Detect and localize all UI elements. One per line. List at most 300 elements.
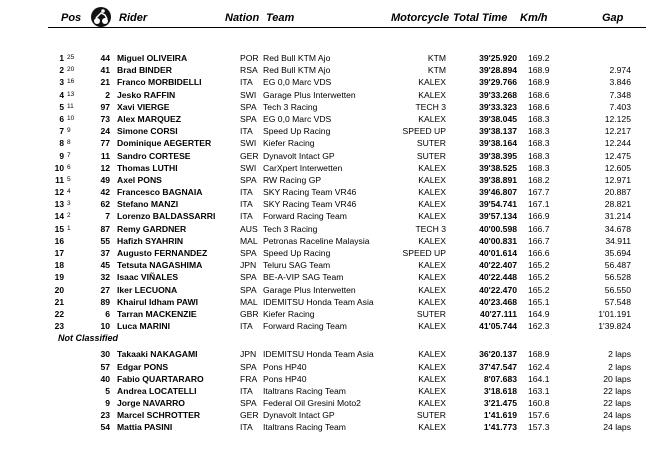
cell-team: RW Racing GP: [263, 174, 322, 185]
cell-nat: SPA: [240, 284, 257, 295]
cell-kmh: 163.1: [528, 385, 550, 396]
cell-gap: 3.846: [609, 77, 631, 88]
cell-rider: Xavi VIERGE: [117, 101, 170, 112]
cell-nat: JPN: [240, 349, 257, 360]
cell-pos: 7: [59, 126, 64, 137]
cell-nat: SPA: [240, 101, 257, 112]
cell-moto: KALEX: [418, 296, 446, 307]
cell-nat: ITA: [240, 77, 253, 88]
cell-moto: KALEX: [418, 385, 446, 396]
table-row: [0, 348, 650, 360]
cell-nat: ITA: [240, 199, 253, 210]
cell-team: Petronas Raceline Malaysia: [263, 235, 370, 246]
cell-gap: 12.475: [604, 150, 631, 161]
cell-rider: Brad BINDER: [117, 65, 172, 76]
table-row: [0, 150, 650, 162]
cell-time: 39'29.766: [479, 77, 517, 88]
table-row: [0, 421, 650, 433]
cell-num: 5: [105, 385, 110, 396]
table-row: [0, 162, 650, 174]
cell-team: Dynavolt Intact GP: [263, 410, 335, 421]
cell-nat: SPA: [240, 174, 257, 185]
cell-time: 40'00.831: [479, 235, 517, 246]
cell-time: 39'25.920: [479, 53, 517, 63]
cell-team: Teluru SAG Team: [263, 260, 331, 271]
cell-num: 10: [100, 321, 110, 332]
not-classified-section: [0, 332, 650, 348]
cell-num: 30: [100, 349, 110, 360]
cell-time: 39'33.268: [479, 89, 517, 100]
cell-pos: 12: [54, 187, 64, 198]
cell-moto: KALEX: [418, 373, 446, 384]
cell-gap: 2 laps: [608, 349, 631, 360]
cell-num: 57: [100, 361, 110, 372]
cell-gap: 2.974: [609, 65, 631, 76]
cell-gap: 56.528: [604, 272, 631, 283]
cell-moto: KALEX: [418, 199, 446, 210]
cell-rider: Hafizh SYAHRIN: [117, 235, 184, 246]
cell-num: 87: [100, 223, 110, 234]
cell-kmh: 166.6: [528, 248, 550, 258]
cell-moto: SUTER: [416, 138, 446, 149]
cell-gap: 12.244: [604, 138, 631, 149]
cell-time: 40'27.111: [480, 308, 517, 319]
cell-pts: 3: [67, 200, 71, 208]
cell-moto: KALEX: [418, 260, 446, 271]
cell-kmh: 168.3: [528, 126, 550, 137]
cell-rider: Tetsuta NAGASHIMA: [117, 260, 203, 271]
cell-moto: KALEX: [418, 321, 446, 332]
cell-gap: 28.821: [604, 199, 631, 210]
cell-pos: 3: [59, 77, 64, 88]
cell-moto: KALEX: [418, 361, 446, 372]
cell-pts: 8: [67, 139, 71, 147]
cell-team: Pons HP40: [263, 361, 307, 372]
cell-kmh: 168.9: [528, 349, 550, 360]
cell-moto: KALEX: [418, 77, 446, 88]
cell-gap: 24 laps: [603, 422, 631, 433]
cell-nat: MAL: [240, 235, 258, 246]
cell-num: 73: [100, 113, 110, 124]
cell-moto: KTM: [427, 53, 446, 63]
cell-rider: Remy GARDNER: [117, 223, 187, 234]
cell-nat: GBR: [240, 308, 259, 319]
cell-pos: 2: [59, 65, 64, 76]
cell-moto: SUTER: [416, 410, 446, 421]
cell-kmh: 168.9: [528, 77, 550, 88]
cell-nat: POR: [240, 53, 259, 63]
cell-moto: TECH 3: [415, 223, 446, 234]
cell-rider: Francesco BAGNAIA: [117, 187, 203, 198]
cell-time: 39'38.525: [479, 162, 517, 173]
cell-num: 97: [100, 101, 110, 112]
cell-kmh: 166.7: [528, 235, 550, 246]
cell-team: Red Bull KTM Ajo: [263, 53, 331, 63]
table-row: [0, 235, 650, 247]
cell-kmh: 168.3: [528, 138, 550, 149]
cell-team: Tech 3 Racing: [263, 101, 318, 112]
header-nation: Nation: [225, 12, 260, 24]
cell-gap: 12.605: [604, 162, 631, 173]
cell-rider: Luca MARINI: [117, 321, 170, 332]
cell-pos: 21: [54, 296, 64, 307]
table-row: [0, 210, 650, 222]
cell-nat: ITA: [240, 385, 253, 396]
cell-pos: 19: [54, 272, 64, 283]
cell-time: 39'57.134: [479, 211, 517, 222]
cell-kmh: 165.2: [528, 284, 550, 295]
cell-rider: Khairul Idham PAWI: [117, 296, 199, 307]
cell-rider: Takaaki NAKAGAMI: [117, 349, 198, 360]
cell-nat: FRA: [240, 373, 258, 384]
cell-moto: KALEX: [418, 272, 446, 283]
cell-time: 39'38.891: [479, 174, 517, 185]
cell-nat: SPA: [240, 272, 257, 283]
cell-nat: RSA: [240, 65, 258, 76]
cell-rider: Stefano MANZI: [117, 199, 179, 210]
cell-nat: SWI: [240, 89, 257, 100]
cell-gap: 34.678: [604, 223, 631, 234]
cell-num: 9: [105, 398, 110, 409]
cell-gap: 57.548: [604, 296, 631, 307]
cell-pos: 13: [54, 199, 64, 210]
cell-rider: Iker LECUONA: [117, 284, 178, 295]
cell-team: CarXpert Interwetten: [263, 162, 343, 173]
cell-kmh: 164.9: [528, 308, 550, 319]
cell-num: 42: [100, 187, 110, 198]
cell-kmh: 168.6: [528, 89, 550, 100]
cell-nat: ITA: [240, 211, 253, 222]
cell-num: 89: [100, 296, 110, 307]
table-row: [0, 373, 650, 385]
cell-moto: KALEX: [418, 211, 446, 222]
cell-gap: 1'39.824: [598, 321, 631, 332]
cell-team: SKY Racing Team VR46: [263, 199, 357, 210]
cell-rider: Marcel SCHROTTER: [117, 410, 201, 421]
cell-pts: 7: [67, 151, 71, 159]
cell-pos: 15: [54, 223, 64, 234]
cell-nat: SPA: [240, 113, 257, 124]
not-classified-label: Not Classified: [58, 333, 119, 344]
cell-num: 7: [105, 211, 110, 222]
cell-moto: SUTER: [416, 150, 446, 161]
cell-time: 41'05.744: [479, 321, 517, 332]
cell-gap: 12.971: [604, 174, 631, 185]
cell-gap: 31.214: [604, 211, 631, 222]
table-row: [0, 247, 650, 259]
cell-nat: AUS: [240, 223, 258, 234]
cell-team: Dynavolt Intact GP: [263, 150, 335, 161]
cell-moto: KALEX: [418, 174, 446, 185]
cell-pts: 4: [67, 188, 71, 196]
cell-time: 1'41.773: [483, 422, 517, 433]
cell-team: Forward Racing Team: [263, 211, 347, 222]
cell-pos: 5: [59, 101, 64, 112]
cell-time: 39'38.137: [479, 126, 517, 137]
table-row: [0, 113, 650, 125]
cell-moto: SPEED UP: [402, 126, 446, 137]
cell-team: Italtrans Racing Team: [263, 385, 346, 396]
table-row: [0, 198, 650, 210]
cell-num: 6: [105, 308, 110, 319]
cell-num: 21: [100, 77, 110, 88]
cell-pos: 20: [54, 284, 64, 295]
cell-nat: SWI: [240, 162, 257, 173]
cell-pts: 2: [67, 212, 71, 220]
cell-rider: Lorenzo BALDASSARRI: [117, 211, 216, 222]
cell-num: 49: [100, 174, 110, 185]
cell-pts: 16: [67, 78, 75, 86]
cell-gap: 56.550: [604, 284, 631, 295]
table-row: [0, 101, 650, 113]
cell-pos: 23: [54, 321, 64, 332]
cell-rider: Tarran MACKENZIE: [117, 308, 197, 319]
cell-pos: 18: [54, 260, 64, 271]
cell-pos: 6: [59, 113, 64, 124]
cell-pts: 1: [67, 224, 71, 232]
table-row: [0, 284, 650, 296]
cell-pts: 20: [67, 66, 75, 74]
cell-team: SKY Racing Team VR46: [263, 187, 357, 198]
cell-gap: 12.125: [604, 113, 631, 124]
cell-kmh: 167.1: [528, 199, 550, 210]
cell-kmh: 166.9: [528, 211, 550, 222]
cell-rider: Jorge NAVARRO: [117, 398, 185, 409]
cell-pts: 6: [67, 163, 71, 171]
table-row: [0, 320, 650, 332]
cell-pos: 17: [54, 248, 64, 258]
cell-time: 40'22.470: [479, 284, 517, 295]
cell-time: 40'22.448: [479, 272, 517, 283]
cell-kmh: 160.8: [528, 398, 550, 409]
cell-nat: SWI: [240, 138, 257, 149]
cell-moto: KALEX: [418, 89, 446, 100]
cell-kmh: 168.6: [528, 101, 550, 112]
cell-pos: 16: [54, 235, 64, 246]
cell-pos: 9: [59, 150, 64, 161]
cell-rider: Thomas LUTHI: [117, 162, 178, 173]
cell-time: 3'18.618: [483, 385, 517, 396]
cell-pos: 10: [54, 162, 64, 173]
cell-gap: 2 laps: [608, 361, 631, 372]
cell-kmh: 167.7: [528, 187, 550, 198]
cell-time: 39'38.395: [479, 150, 517, 161]
cell-team: EG 0,0 Marc VDS: [263, 77, 332, 88]
cell-num: 24: [100, 126, 110, 137]
cell-gap: 24 laps: [603, 410, 631, 421]
cell-nat: SPA: [240, 361, 257, 372]
cell-team: BE-A-VIP SAG Team: [263, 272, 344, 283]
cell-num: 41: [100, 65, 110, 76]
cell-time: 8'07.683: [483, 373, 517, 384]
cell-rider: Mattia PASINI: [117, 422, 173, 433]
cell-rider: Andrea LOCATELLI: [117, 385, 197, 396]
cell-moto: KALEX: [418, 284, 446, 295]
cell-rider: Alex MARQUEZ: [117, 113, 181, 124]
cell-rider: Miguel OLIVEIRA: [117, 53, 188, 63]
cell-team: Kiefer Racing: [263, 308, 315, 319]
cell-rider: Franco MORBIDELLI: [117, 77, 202, 88]
cell-pos: 11: [55, 174, 64, 185]
cell-time: 39'46.807: [479, 187, 517, 198]
cell-nat: ITA: [240, 321, 253, 332]
cell-team: Garage Plus Interwetten: [263, 284, 356, 295]
cell-rider: Isaac VIÑALES: [117, 272, 179, 283]
cell-time: 1'41.619: [483, 410, 517, 421]
cell-time: 39'33.323: [479, 101, 517, 112]
table-row: [0, 137, 650, 149]
cell-pts: 13: [67, 90, 75, 98]
cell-time: 36'20.137: [479, 349, 517, 360]
cell-gap: 20 laps: [603, 373, 631, 384]
table-row: [0, 52, 650, 64]
cell-kmh: 165.2: [528, 260, 550, 271]
cell-kmh: 162.3: [528, 321, 550, 332]
cell-num: 37: [100, 248, 110, 258]
cell-kmh: 168.3: [528, 162, 550, 173]
cell-rider: Dominique AEGERTER: [117, 138, 212, 149]
cell-team: Red Bull KTM Ajo: [263, 65, 331, 76]
cell-kmh: 168.9: [528, 65, 550, 76]
table-row: [0, 397, 650, 409]
cell-moto: SPEED UP: [402, 248, 446, 258]
cell-gap: 35.694: [604, 248, 631, 258]
cell-nat: SPA: [240, 248, 257, 258]
cell-moto: KALEX: [418, 162, 446, 173]
cell-kmh: 169.2: [528, 53, 550, 63]
table-row: [0, 308, 650, 320]
cell-moto: TECH 3: [415, 101, 446, 112]
cell-moto: KALEX: [418, 235, 446, 246]
motorcycle-rider-icon: [90, 6, 112, 28]
cell-num: 11: [100, 150, 110, 161]
cell-kmh: 166.7: [528, 223, 550, 234]
cell-moto: KALEX: [418, 113, 446, 124]
header-team: Team: [266, 12, 295, 24]
cell-num: 40: [100, 373, 110, 384]
cell-num: 23: [100, 410, 110, 421]
cell-moto: KTM: [427, 65, 446, 76]
cell-time: 39'38.164: [479, 138, 517, 149]
cell-nat: JPN: [240, 260, 257, 271]
cell-pos: 22: [54, 308, 64, 319]
cell-num: 62: [100, 199, 110, 210]
results-table: [0, 52, 650, 434]
cell-team: IDEMITSU Honda Team Asia: [263, 296, 374, 307]
table-row: [0, 296, 650, 308]
cell-team: Federal Oil Gresini Moto2: [263, 398, 361, 409]
header-total-time: Total Time: [453, 12, 508, 24]
table-row: [0, 186, 650, 198]
table-row: [0, 259, 650, 271]
table-row: [0, 385, 650, 397]
cell-kmh: 165.2: [528, 272, 550, 283]
cell-rider: Augusto FERNANDEZ: [117, 248, 208, 258]
table-row: [0, 174, 650, 186]
cell-team: IDEMITSU Honda Team Asia: [263, 349, 374, 360]
cell-rider: Axel PONS: [117, 174, 162, 185]
cell-gap: 34.911: [605, 235, 631, 246]
cell-gap: 7.348: [609, 89, 631, 100]
cell-time: 40'01.614: [479, 248, 517, 258]
cell-gap: 12.217: [604, 126, 631, 137]
cell-team: Tech 3 Racing: [263, 223, 318, 234]
cell-moto: KALEX: [418, 422, 446, 433]
cell-time: 39'38.045: [479, 113, 517, 124]
cell-pts: 11: [67, 102, 74, 110]
table-row: [0, 223, 650, 235]
table-row: [0, 271, 650, 283]
cell-gap: 1'01.191: [598, 308, 631, 319]
cell-kmh: 162.4: [528, 361, 550, 372]
cell-team: Speed Up Racing: [263, 248, 331, 258]
cell-moto: KALEX: [418, 398, 446, 409]
cell-rider: Jesko RAFFIN: [117, 89, 176, 100]
cell-pts: 9: [67, 127, 71, 135]
cell-num: 12: [100, 162, 110, 173]
cell-rider: Fabio QUARTARARO: [117, 373, 204, 384]
cell-time: 3'21.475: [483, 398, 517, 409]
cell-time: 40'23.468: [479, 296, 517, 307]
header-divider: [48, 27, 646, 28]
cell-num: 44: [100, 53, 110, 63]
cell-pts: 25: [67, 54, 75, 61]
table-row: [0, 409, 650, 421]
table-row: [0, 361, 650, 373]
cell-pts: 5: [67, 175, 71, 183]
header-kmh: Km/h: [520, 12, 548, 24]
cell-moto: KALEX: [418, 349, 446, 360]
header-rider: Rider: [119, 12, 148, 24]
cell-kmh: 168.2: [528, 174, 550, 185]
cell-num: 45: [100, 260, 110, 271]
cell-team: EG 0,0 Marc VDS: [263, 113, 332, 124]
header-gap: Gap: [602, 12, 624, 24]
cell-time: 39'28.894: [479, 65, 517, 76]
cell-gap: 22 laps: [603, 385, 631, 396]
cell-team: Forward Racing Team: [263, 321, 347, 332]
cell-nat: ITA: [240, 422, 253, 433]
cell-kmh: 165.1: [528, 296, 550, 307]
cell-num: 55: [100, 235, 110, 246]
cell-nat: GER: [240, 410, 259, 421]
cell-moto: KALEX: [418, 187, 446, 198]
cell-nat: GER: [240, 150, 259, 161]
cell-rider: Sandro CORTESE: [117, 150, 191, 161]
cell-rider: Simone CORSI: [117, 126, 178, 137]
cell-nat: MAL: [240, 296, 258, 307]
cell-kmh: 157.6: [528, 410, 550, 421]
cell-kmh: 168.3: [528, 150, 550, 161]
cell-num: 54: [100, 422, 110, 433]
cell-team: Garage Plus Interwetten: [263, 89, 356, 100]
cell-num: 77: [100, 138, 110, 149]
cell-gap: 56.487: [604, 260, 631, 271]
cell-gap: 22 laps: [603, 398, 631, 409]
cell-kmh: 164.1: [528, 373, 550, 384]
header-pos: Pos: [61, 12, 82, 24]
cell-pos: 4: [59, 89, 64, 100]
cell-nat: ITA: [240, 187, 253, 198]
cell-pos: 1: [59, 53, 64, 63]
table-row: [0, 76, 650, 88]
cell-kmh: 157.3: [528, 422, 550, 433]
cell-team: Kiefer Racing: [263, 138, 315, 149]
cell-time: 40'00.598: [479, 223, 517, 234]
table-row: [0, 125, 650, 137]
cell-moto: SUTER: [416, 308, 446, 319]
cell-num: 32: [100, 272, 110, 283]
